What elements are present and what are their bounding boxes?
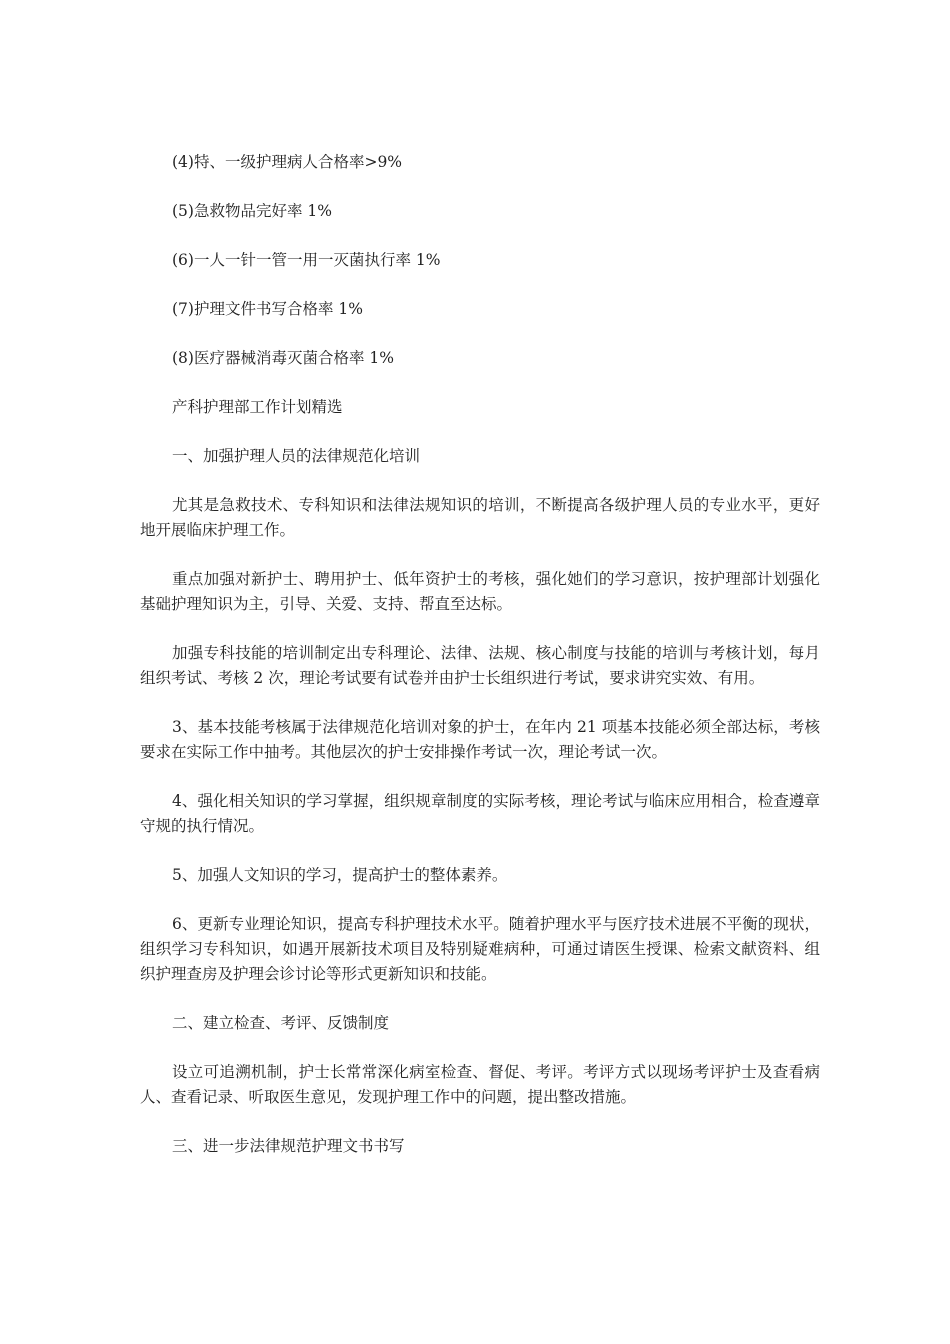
paragraph-specialty-training: 加强专科技能的培训制定出专科理论、法律、法规、核心制度与技能的培训与考核计划，每月组织考试、考核 2 次，理论考试要有试卷并由护士长组织进行考试，要求讲究实效、有用。 — [140, 644, 820, 687]
paragraph-rate-emergency-supplies: (5)急救物品完好率 1% — [172, 202, 332, 220]
paragraph-rate-nursing-documents: (7)护理文件书写合格率 1% — [172, 300, 363, 318]
paragraph-rate-instrument-disinfection: (8)医疗器械消毒灭菌合格率 1% — [172, 349, 394, 367]
paragraph-basic-skills: 3、基本技能考核属于法律规范化培训对象的护士，在年内 21 项基本技能必须全部达标，考核要求在实际工作中抽考。其他层次的护士安排操作考试一次，理论考试一次。 — [140, 718, 820, 761]
paragraph-rate-sterilization-execution: (6)一人一针一管一用一灭菌执行率 1% — [172, 251, 441, 269]
document-body — [140, 150, 820, 1159]
section-title-plan: 产科护理部工作计划精选 — [172, 398, 343, 416]
paragraph-training-focus: 尤其是急救技术、专科知识和法律法规知识的培训，不断提高各级护理人员的专业水平，更好地开展临床护理工作。 — [140, 496, 820, 539]
paragraph-professional-update: 6、更新专业理论知识，提高专科护理技术水平。随着护理水平与医疗技术进展不平衡的现状，组织学习专科知识，如遇开展新技术项目及特别疑难病种，可通过请医生授课、检索文献资料、组织护理查房及护理会诊讨论等形式更新知识和技能。 — [140, 915, 820, 983]
paragraph-rate-special-care: (4)特、一级护理病人合格率>9% — [172, 153, 403, 171]
paragraph-traceability: 设立可追溯机制，护士长常常深化病室检查、督促、考评。考评方式以现场考评护士及查看病人、查看记录、听取医生意见，发现护理工作中的问题，提出整改措施。 — [140, 1063, 820, 1106]
heading-document-writing: 三、进一步法律规范护理文书书写 — [172, 1137, 405, 1155]
heading-legal-training: 一、加强护理人员的法律规范化培训 — [172, 447, 421, 465]
heading-inspection-system: 二、建立检查、考评、反馈制度 — [172, 1014, 390, 1032]
paragraph-knowledge-mastery: 4、强化相关知识的学习掌握，组织规章制度的实际考核，理论考试与临床应用相合，检查遵章守规的执行情况。 — [140, 792, 820, 835]
paragraph-humanities: 5、加强人文知识的学习，提高护士的整体素养。 — [172, 866, 508, 884]
paragraph-new-nurse-assessment: 重点加强对新护士、聘用护士、低年资护士的考核，强化她们的学习意识，按护理部计划强化基础护理知识为主，引导、关爱、支持、帮直至达标。 — [140, 570, 820, 613]
